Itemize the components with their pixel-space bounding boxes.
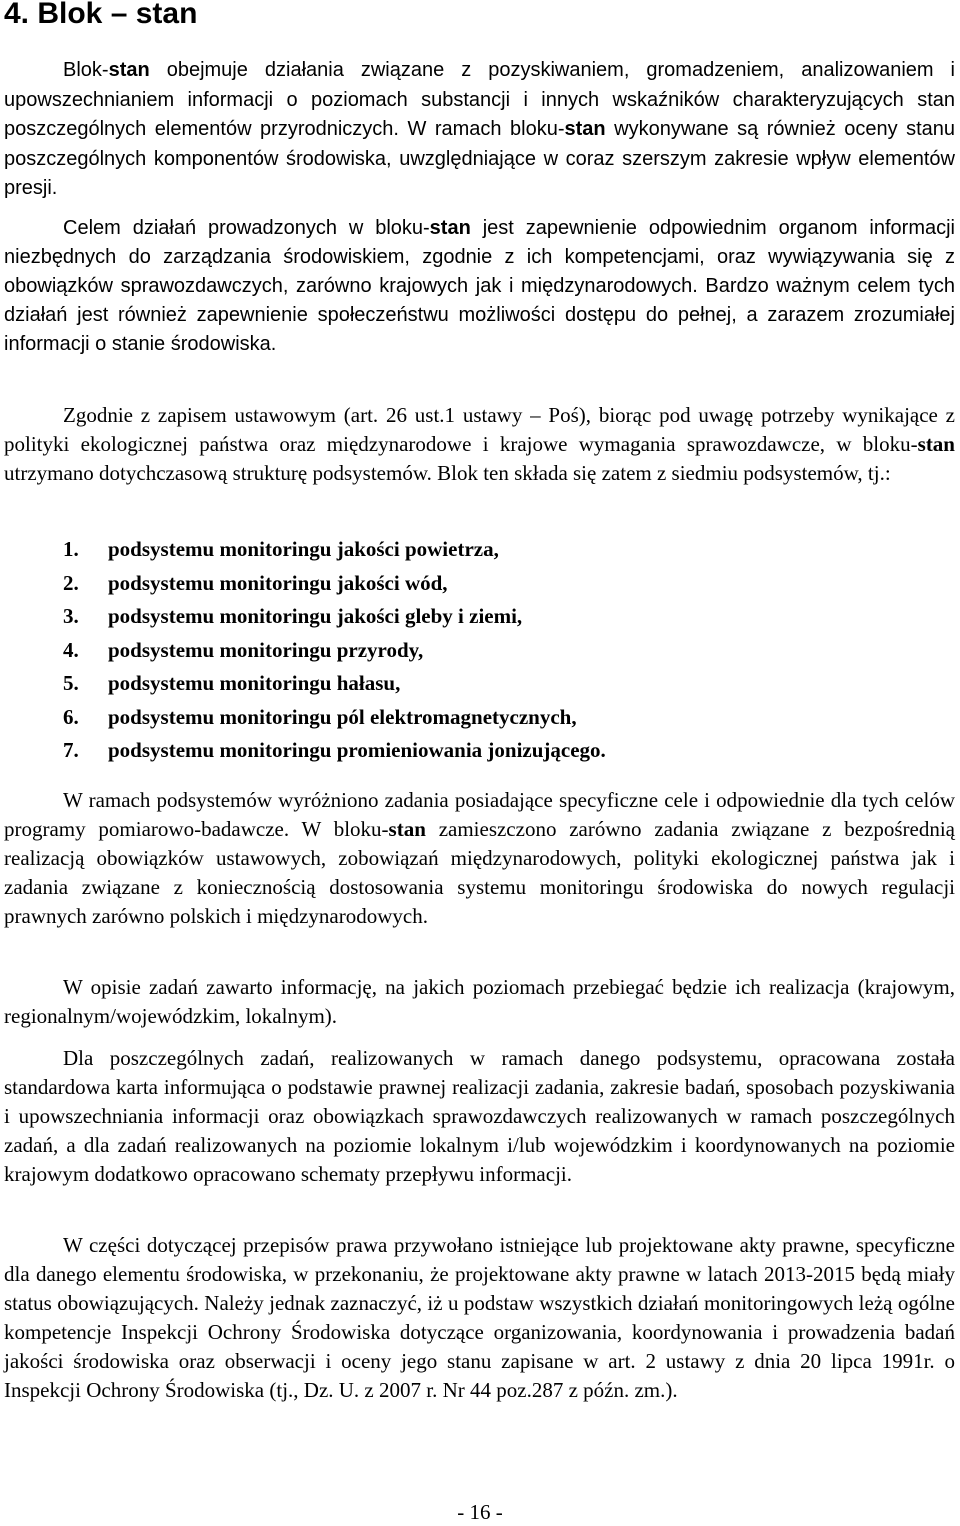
paragraph-levels: W opisie zadań zawarto informację, na jakich poziomach przebiegać będzie ich realizacja (krajowym, regionalnym/wojewódzkim, lokalnym). [4,975,955,1028]
paragraph-structure [4,401,955,488]
list-number: 6. [63,704,79,729]
list-number: 1. [63,537,79,561]
paragraph-tasks [4,786,955,931]
page-number: - 16 - [457,1500,503,1524]
list-number: 4. [63,637,79,662]
paragraph-text: jest zapewnienie odpowiednim organom informacji niezbędnych do zarządzania środowiskiem, zgodnie z ich kompetencjami, oraz wywiązywania się z obowiązków sprawozdawczych, zarówno krajowych jak i międzynarodowych. Bardzo ważnym celem tych działań jest również zapewnienie społeczeństwu możliwości dostępu do pełnej, a zarazem zrozumiałej informacji o stanie środowiska. [4,217,955,355]
list-text: podsystemu monitoringu przyrody, [108,637,424,662]
list-item [63,667,606,701]
bold-term: stan [564,118,606,140]
bold-term: stan [108,59,150,81]
list-text: podsystemu monitoringu jakości powietrza, [108,537,499,561]
list-item [63,567,606,601]
bold-term: stan [917,432,955,456]
subsystem-list [63,533,606,768]
paragraph-text: Blok- [63,59,109,81]
list-text: podsystemu monitoringu hałasu, [108,671,401,695]
bold-term: stan [429,217,471,239]
list-text: podsystemu monitoringu jakości gleby i ziemi, [108,604,523,628]
list-text: podsystemu monitoringu promieniowania jonizującego. [108,738,606,762]
bold-term: stan [388,817,426,841]
list-item [63,734,606,768]
list-number: 3. [63,604,79,628]
paragraph-goal [4,214,955,359]
paragraph-cards: Dla poszczególnych zadań, realizowanych w ramach danego podsystemu, opracowana została standardowa karta informująca o podstawie prawnej realizacji zadania, zakresie badań, sposobach pozyskiwania i upowszechniania informacji oraz obowiązkach sprawozdawczych realizowanych w ramach poszczególnych zadań, a dla zadań realizowanych na poziomie lokalnym i/lub wojewódzkim i koordynowanych na poziomie krajowym dodatkowo opracowano schematy przepływu informacji. [4,1046,955,1186]
paragraph-intro [4,56,955,204]
list-number: 7. [63,738,79,762]
list-item [63,600,606,634]
paragraph-text: W ramach podsystemów wyróżniono zadania posiadające specyficzne cele i odpowiednie dla tych celów programy pomiarowo-badawcze. W bloku- [4,788,955,841]
list-item [63,701,606,735]
paragraph-text: obejmuje działania związane z pozyskiwaniem, gromadzeniem, analizowaniem i upowszechnianiem informacji o poziomach substancji i innych wskaźników charakteryzujących stan poszczególnych elementów przyrodniczych. W ramach bloku- [4,59,955,140]
paragraph-legal: W części dotyczącej przepisów prawa przywołano istniejące lub projektowane akty prawne, specyficzne dla danego elementu środowiska, w przekonaniu, że projektowane akty prawne w latach 2013-2015 będą miały status obowiązujących. Należy jednak zaznaczyć, iż u podstaw wszystkich działań monitoringowych leżą ogólne kompetencje Inspekcji Ochrony Środowiska dotyczące organizowania, koordynowania i prowadzenia badań jakości środowiska oraz obserwacji i oceny jego stanu zapisane w art. 2 ustawy z dnia 20 lipca 1991r. o Inspekcji Ochrony Środowiska (tj., Dz. U. z 2007 r. Nr 44 poz.287 z późn. zm.). [4,1233,955,1402]
paragraph-text: Celem działań prowadzonych w bloku- [63,217,430,239]
paragraph-text: utrzymano dotychczasową strukturę podsystemów. Blok ten składa się zatem z siedmiu podsystemów, tj.: [4,461,891,485]
list-number: 5. [63,671,79,695]
list-item [63,634,606,668]
list-text: podsystemu monitoringu pól elektromagnetycznych, [108,704,577,729]
paragraph-text: zamieszczono zarówno zadania związane z bezpośrednią realizacją obowiązków ustawowych, zobowiązań międzynarodowych, polityki ekologicznej państwa jak i zadania związane z koniecznością dostosowania systemu monitoringu środowiska do nowych regulacji prawnych zarówno polskich i międzynarodowych. [4,817,955,928]
list-item [63,533,606,567]
list-number: 2. [63,570,79,595]
list-text: podsystemu monitoringu jakości wód, [108,570,448,595]
paragraph-text: Zgodnie z zapisem ustawowym (art. 26 ust.1 ustawy – Poś), biorąc pod uwagę potrzeby wynikające z polityki ekologicznej państwa oraz międzynarodowe i krajowe wymagania sprawozdawcze, w bloku- [4,403,955,456]
paragraph-text: wykonywane są również oceny stanu poszczególnych komponentów środowiska, uwzględniające w coraz szerszym zakresie wpływ elementów presji. [4,118,955,199]
section-heading: 4. Blok – stan [4,0,198,30]
